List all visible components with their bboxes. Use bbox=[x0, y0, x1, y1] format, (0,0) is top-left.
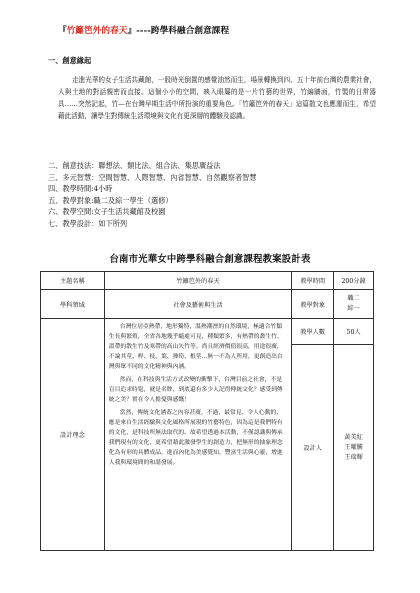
table-row bbox=[41, 272, 374, 290]
document-title bbox=[58, 24, 229, 36]
table-title: 台南市光華女中跨學科融合創意課程教案設計表 bbox=[109, 254, 311, 265]
concept-paragraph: 台灣位居亞熱帶，地形獨特，溫熱潮溼的自然環境，極適合竹類生長與繁殖，全省各地幾乎隨處可見，種類繁多，有熱帶的叢生竹、溫帶的散生竹及寒帶的高山矢竹等。尚且經濟價值很高，用途很廣，不論其莖、桿、枝、葉、籜筍、根莖…無一不為人所用，更創造出台灣與眾不同的文化精神與內涵。 bbox=[108, 324, 283, 370]
designer-name: 黃美紅 bbox=[344, 433, 363, 441]
section-heading-origin: 一、創意緣起 bbox=[48, 56, 92, 65]
count-label-cell: 教學人數 bbox=[292, 319, 334, 345]
concept-text-cell bbox=[104, 319, 291, 551]
topic-label-cell: 主題名稱 bbox=[41, 272, 105, 290]
count-value-cell: 50人 bbox=[334, 319, 374, 345]
concept-paragraph: 當然，傳統文化涵蓋之內容甚廣，不過，最常見、令人心動的，應是來自生活經驗與文化風格所展現的竹藝特色，因為這是我們特有的文化，是科技所無法取代的。故希望透過本活動，不僅認識與傳承我們現有的文化，更希望藉此激發學生的創造力，把無形的抽象理念化為有形的具體成品，進而內化為美感覺知，豐富生活與心靈，增進人我與環境間的和諧發展。 bbox=[108, 410, 283, 466]
time-label-cell: 教學時間 bbox=[292, 272, 334, 290]
topic-value-cell: 竹籬笆外的春天 bbox=[104, 272, 291, 290]
designer-name: 王曜騰 bbox=[344, 443, 363, 451]
list-item: 五、教學對象:職二及綜一學生（選修） bbox=[48, 195, 173, 205]
target-value-cell bbox=[334, 290, 374, 319]
time-value-cell: 200分鐘 bbox=[334, 272, 374, 290]
table-row bbox=[41, 290, 374, 319]
list-item: 六、教學空間:女子生活共藏館及校園 bbox=[48, 207, 166, 217]
target-value-line: 綜一 bbox=[347, 305, 360, 312]
title-highlight: 竹籬笆外的春天 bbox=[66, 26, 128, 36]
title-open-bracket: 『 bbox=[58, 26, 67, 36]
designer-label-cell: 設計人 bbox=[292, 345, 334, 551]
field-label-cell: 學科領域 bbox=[41, 290, 105, 319]
concept-paragraph: 然而，在科技與生活方式改變的衝擊下，台灣目前之社會，不是盲目追求時髦，就是名牌，到底還有多少人記得傳統文化？感受到傳統之美？實在令人擔憂與感慨！ bbox=[108, 377, 283, 403]
list-item: 七、教學設計：如下所列 bbox=[48, 218, 128, 228]
designer-name: 王瑞輝 bbox=[344, 453, 363, 461]
designer-value-cell bbox=[334, 345, 374, 551]
field-value-cell: 社會及藝術與生活 bbox=[104, 290, 291, 319]
target-value-line: 職二 bbox=[347, 295, 360, 302]
course-info-list bbox=[48, 160, 256, 230]
list-item: 四、教學時間:4小時 bbox=[48, 184, 113, 194]
target-label-cell: 教學對象 bbox=[292, 290, 334, 319]
title-suffix: 』----跨學科融合創意課程 bbox=[127, 26, 230, 36]
list-item: 三、多元智慧：空間智慧、人際智慧、內省智慧、自然觀察者智慧 bbox=[48, 172, 257, 182]
concept-label-cell: 設計理念 bbox=[41, 319, 105, 551]
lesson-plan-table bbox=[40, 271, 374, 551]
origin-paragraph: 走進光華的女子生活共藏館，一股時光倒置的感覺油然而生，場景轉換到四、五十年前台灣的農業社會，人與土地的對話親密而直接。這個小小的空間，映入眼簾的是一片竹藝的世界，竹編牆面，竹製的日常器具……突然記起，竹—在台灣早期生活中所扮演的重要角色。「竹籬笆外的春天」這篇散文也應運而生，希望藉此活動，讓學生對傳統生活環境與文化有更深層的體驗及認識。 bbox=[58, 76, 376, 120]
table-row bbox=[41, 319, 374, 345]
list-item: 二、創意技法：聯想法、類比法、組合法、集思廣益法 bbox=[48, 161, 221, 170]
